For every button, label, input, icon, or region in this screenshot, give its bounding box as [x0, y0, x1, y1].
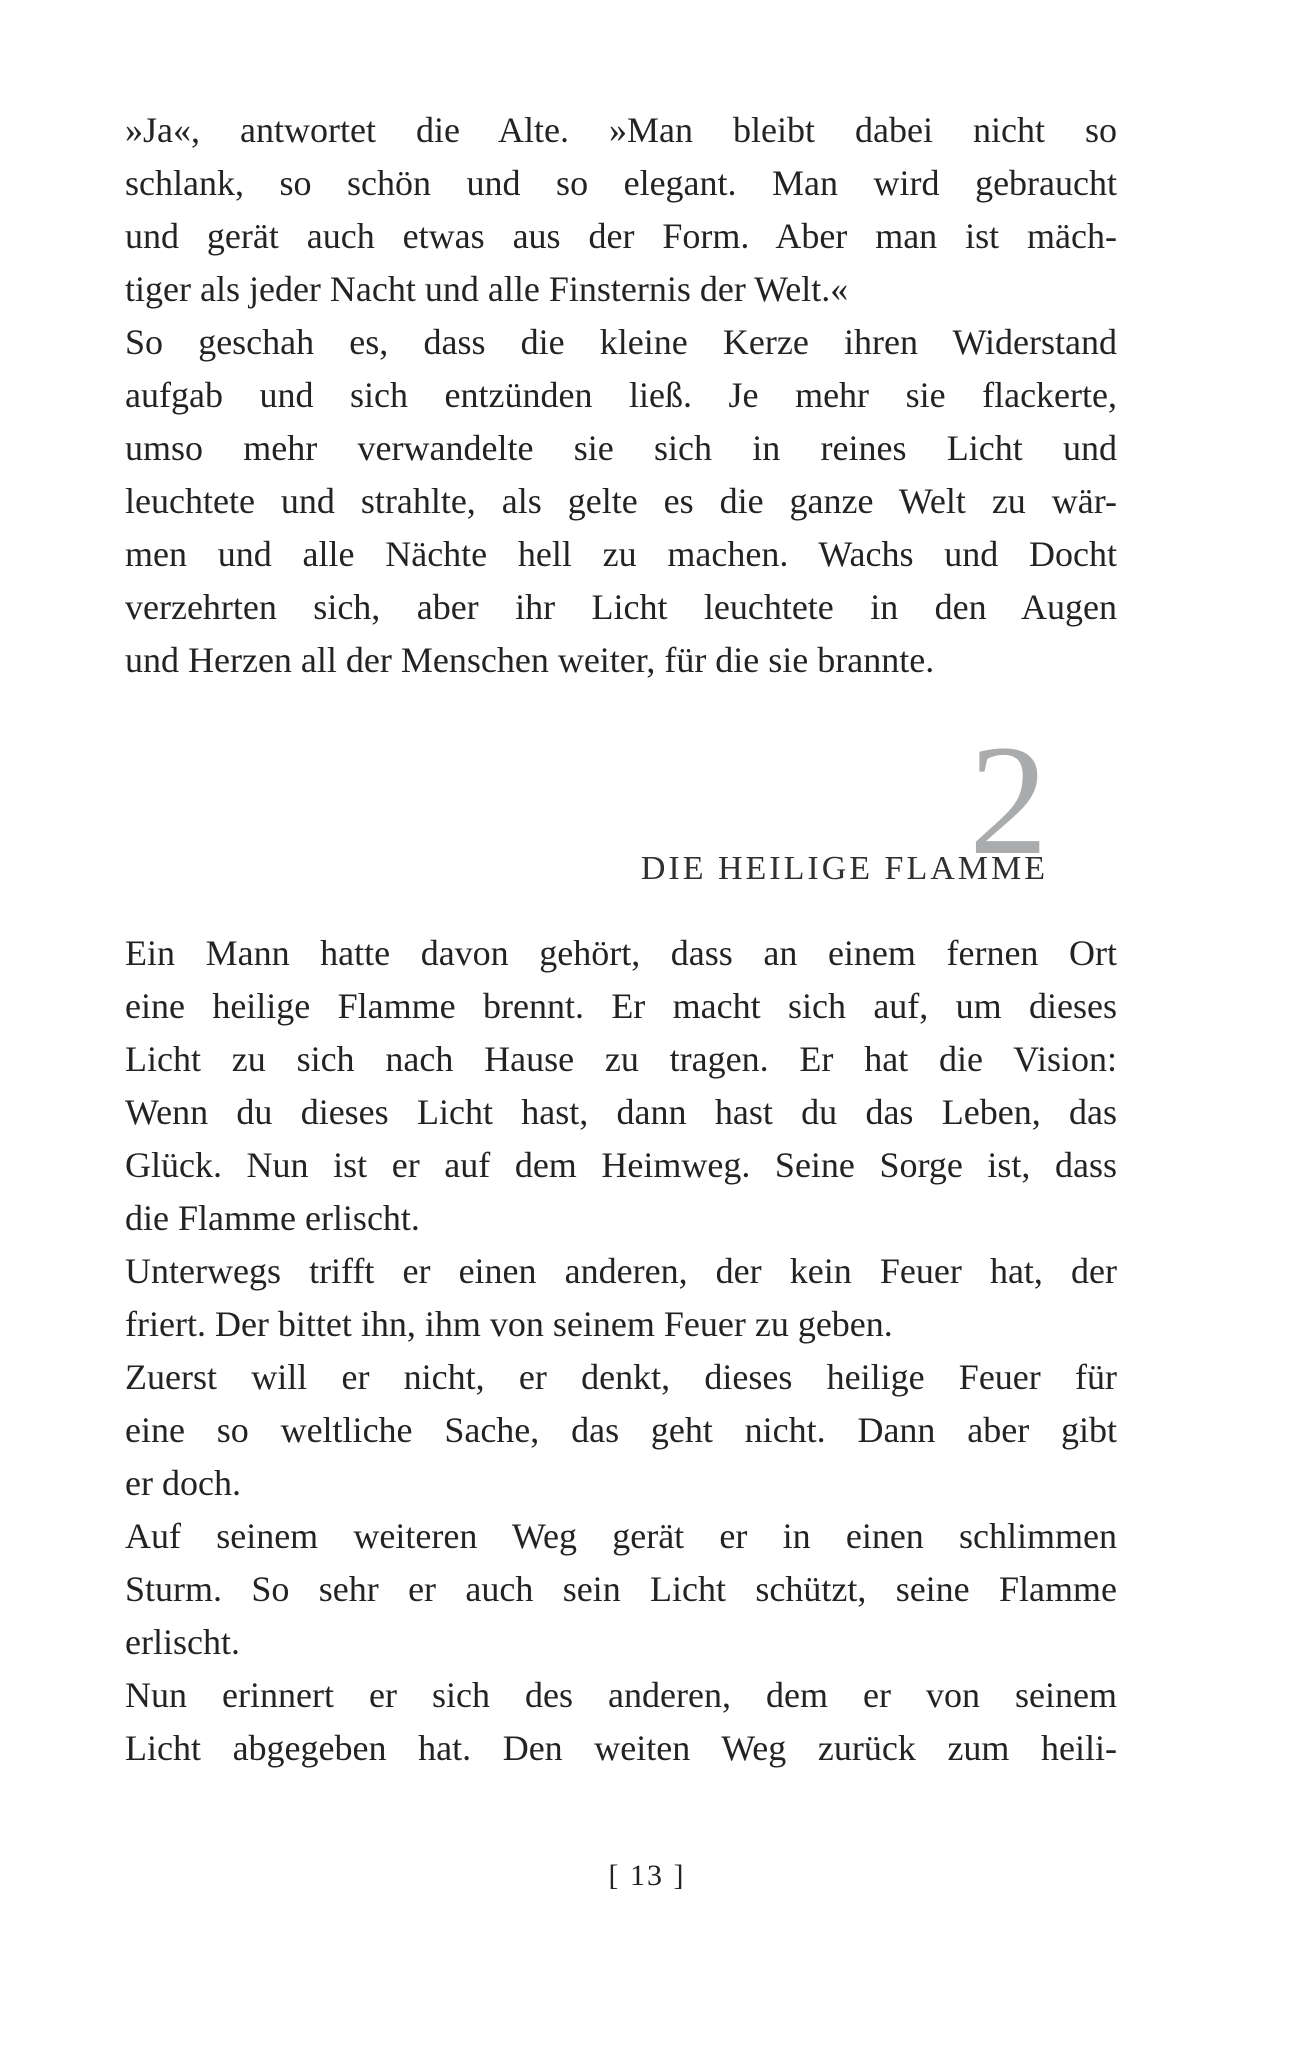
text-line: friert. Der bittet ihn, ihm von seinem Feuer zu geben. [125, 1304, 893, 1344]
text-line: aufgab und sich entzünden ließ. Je mehr sie flackerte, [125, 375, 1117, 415]
page-number: [ 13 ] [608, 1859, 686, 1892]
text-line: men und alle Nächte hell zu machen. Wachs und Docht [125, 534, 1117, 574]
text-line: und Herzen all der Menschen weiter, für die sie brannte. [125, 640, 935, 680]
text-line: Licht abgegeben hat. Den weiten Weg zurück zum heili- [125, 1728, 1117, 1768]
text-line: »Ja«, antwortet die Alte. »Man bleibt dabei nicht so [125, 110, 1117, 150]
text-line: Wenn du dieses Licht hast, dann hast du das Leben, das [125, 1092, 1117, 1132]
paragraph-holy-flame-story [125, 927, 1117, 1775]
text-line: Sturm. So sehr er auch sein Licht schützt, seine Flamme [125, 1569, 1117, 1609]
text-line: er doch. [125, 1463, 241, 1503]
text-line: Unterwegs trifft er einen anderen, der kein Feuer hat, der [125, 1251, 1117, 1291]
text-line: Nun erinnert er sich des anderen, dem er von seinem [125, 1675, 1117, 1715]
text-line: Ein Mann hatte davon gehört, dass an einem fernen Ort [125, 933, 1117, 973]
text-line: So geschah es, dass die kleine Kerze ihren Widerstand [125, 322, 1117, 362]
text-line: Zuerst will er nicht, er denkt, dieses heilige Feuer für [125, 1357, 1117, 1397]
text-line: tiger als jeder Nacht und alle Finsternis der Welt.« [125, 269, 849, 309]
text-line: die Flamme erlischt. [125, 1198, 420, 1238]
text-line: und gerät auch etwas aus der Form. Aber man ist mäch- [125, 216, 1117, 256]
text-line: Licht zu sich nach Hause zu tragen. Er hat die Vision: [125, 1039, 1117, 1079]
text-line: Auf seinem weiteren Weg gerät er in einen schlimmen [125, 1516, 1117, 1556]
text-line: eine heilige Flamme brennt. Er macht sich auf, um dieses [125, 986, 1117, 1026]
chapter-title: DIE HEILIGE FLAMME [640, 850, 1048, 887]
paragraph-candle-story [125, 104, 1117, 687]
text-line: verzehrten sich, aber ihr Licht leuchtete in den Augen [125, 587, 1117, 627]
text-line: eine so weltliche Sache, das geht nicht. Dann aber gibt [125, 1410, 1117, 1450]
text-line: umso mehr verwandelte sie sich in reines Licht und [125, 428, 1117, 468]
text-line: leuchtete und strahlte, als gelte es die ganze Welt zu wär- [125, 481, 1117, 521]
text-line: schlank, so schön und so elegant. Man wird gebraucht [125, 163, 1117, 203]
text-line: erlischt. [125, 1622, 240, 1662]
text-line: Glück. Nun ist er auf dem Heimweg. Seine Sorge ist, dass [125, 1145, 1117, 1185]
chapter-number: 2 [969, 713, 1048, 888]
